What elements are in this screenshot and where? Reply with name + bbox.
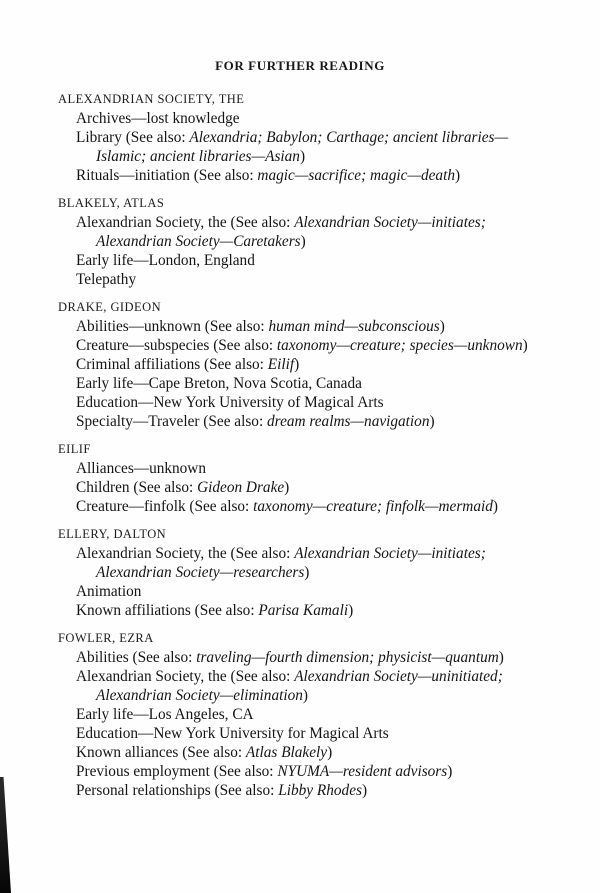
entry-text: ): [348, 602, 354, 619]
entry-text: Alexandrian Society, the (See also:: [76, 668, 295, 685]
entry-text: ): [447, 763, 453, 780]
entry-text: ): [361, 782, 368, 799]
index-entry: [58, 374, 544, 393]
index-entry: [58, 667, 544, 705]
index-entry: [58, 109, 544, 128]
entry-crossref: Atlas Blakely: [245, 744, 328, 761]
entry-text: Early life—Cape Breton, Nova Scotia, Canada: [76, 375, 362, 392]
entry-text: Abilities (See also:: [76, 649, 197, 666]
entry-text: Abilities—unknown (See also:: [76, 318, 269, 335]
index-section-header: ALEXANDRIAN SOCIETY, THE: [58, 92, 245, 106]
index-entry: [58, 497, 544, 516]
entry-crossref: NYUMA—resident advisors: [277, 763, 448, 780]
index-entry: [58, 213, 544, 251]
entry-text: Education—New York University of Magical Arts: [76, 394, 384, 411]
entry-text: Library (See also:: [76, 129, 190, 146]
index-entry: [58, 412, 544, 431]
index-sections: [58, 90, 544, 800]
entry-text: Known affiliations (See also:: [76, 602, 259, 619]
index-section-header: FOWLER, EZRA: [58, 631, 154, 645]
entry-text: Criminal affiliations (See also:: [76, 356, 268, 373]
page-title: FOR FURTHER READING: [215, 58, 385, 73]
index-section-header: ELLERY, DALTON: [58, 527, 167, 541]
entry-crossref: Eilif: [267, 356, 295, 373]
entry-text: Archives—lost knowledge: [76, 110, 240, 127]
entry-text: ): [302, 687, 308, 704]
entry-crossref: Alexandrian Society—initiates; Alexandrian Society—researchers: [96, 545, 486, 581]
index-entry: [58, 601, 544, 620]
entry-text: ): [439, 318, 445, 335]
entry-crossref: Libby Rhodes: [278, 782, 362, 799]
entry-text: ): [492, 498, 498, 515]
entry-text: ): [300, 233, 306, 250]
entry-text: Children (See also:: [76, 479, 198, 496]
entry-crossref: human mind—subconscious: [268, 318, 440, 335]
index-entry: [58, 166, 544, 185]
entry-text: ): [294, 356, 300, 373]
index-entry: [58, 128, 544, 166]
page-edge-shadow: [0, 777, 11, 893]
entry-text: Creature—subspecies (See also:: [76, 337, 277, 354]
entry-text: ): [429, 413, 435, 430]
index-section: [58, 629, 544, 800]
entry-crossref: Alexandrian Society—uninitiated; Alexandrian Society—elimination: [96, 668, 503, 704]
entry-text: Early life—Los Angeles, CA: [76, 706, 254, 723]
index-entry: [58, 648, 544, 667]
entry-crossref: Gideon Drake: [197, 479, 285, 496]
index-entry: [58, 781, 544, 800]
index-entry: [58, 762, 544, 781]
index-entry: [58, 270, 544, 289]
index-entry: [58, 724, 544, 743]
index-entry: [58, 582, 544, 601]
entry-text: Alliances—unknown: [76, 460, 207, 477]
index-entry: [58, 743, 544, 762]
index-entry: [58, 355, 544, 374]
entry-text: Creature—finfolk (See also:: [76, 498, 254, 515]
index-entry: [58, 544, 544, 582]
index-section: [58, 298, 544, 431]
entry-text: Known alliances (See also:: [76, 744, 246, 761]
entry-text: Telepathy: [76, 271, 137, 288]
index-entry: [58, 251, 544, 270]
entry-text: ): [522, 337, 528, 354]
index-section-header: DRAKE, GIDEON: [58, 300, 162, 314]
entry-crossref: taxonomy—creature; finfolk—mermaid: [253, 498, 493, 515]
index-entry: [58, 705, 544, 724]
entry-text: Rituals—initiation (See also:: [76, 167, 258, 184]
entry-crossref: Alexandria; Babylon; Carthage; ancient libraries—Islamic; ancient libraries—Asian: [96, 129, 509, 165]
index-entry: [58, 393, 544, 412]
index-section-header: BLAKELY, ATLAS: [58, 196, 165, 210]
entry-crossref: magic—sacrifice; magic—death: [257, 167, 455, 184]
index-section: [58, 525, 544, 620]
entry-crossref: traveling—fourth dimension; physicist—quantum: [196, 649, 499, 666]
entry-text: Personal relationships (See also:: [76, 782, 279, 799]
index-entry: [58, 478, 544, 497]
entry-text: ): [498, 649, 504, 666]
index-entry: [58, 317, 544, 336]
entry-crossref: taxonomy—creature; species—unknown: [276, 337, 523, 354]
entry-text: Alexandrian Society, the (See also:: [76, 214, 295, 231]
entry-text: Specialty—Traveler (See also:: [76, 413, 268, 430]
entry-text: Animation: [76, 583, 142, 600]
entry-text: Early life—London, England: [76, 252, 255, 269]
entry-text: ): [327, 744, 333, 761]
index-entry: [58, 459, 544, 478]
index-section-header: EILIF: [58, 442, 91, 456]
entry-crossref: dream realms—navigation: [267, 413, 430, 430]
entry-crossref: Parisa Kamali: [258, 602, 349, 619]
index-section: [58, 440, 544, 516]
index-entry: [58, 336, 544, 355]
entry-text: Previous employment (See also:: [76, 763, 278, 780]
entry-text: ): [284, 479, 290, 496]
entry-text: ): [304, 564, 310, 581]
index-section: [58, 194, 544, 289]
entry-text: ): [299, 148, 306, 165]
entry-text: ): [454, 167, 461, 184]
index-section: [58, 90, 544, 185]
entry-crossref: Alexandrian Society—initiates; Alexandrian Society—Caretakers: [96, 214, 486, 250]
entry-text: Education—New York University for Magical Arts: [76, 725, 389, 742]
entry-text: Alexandrian Society, the (See also:: [76, 545, 295, 562]
